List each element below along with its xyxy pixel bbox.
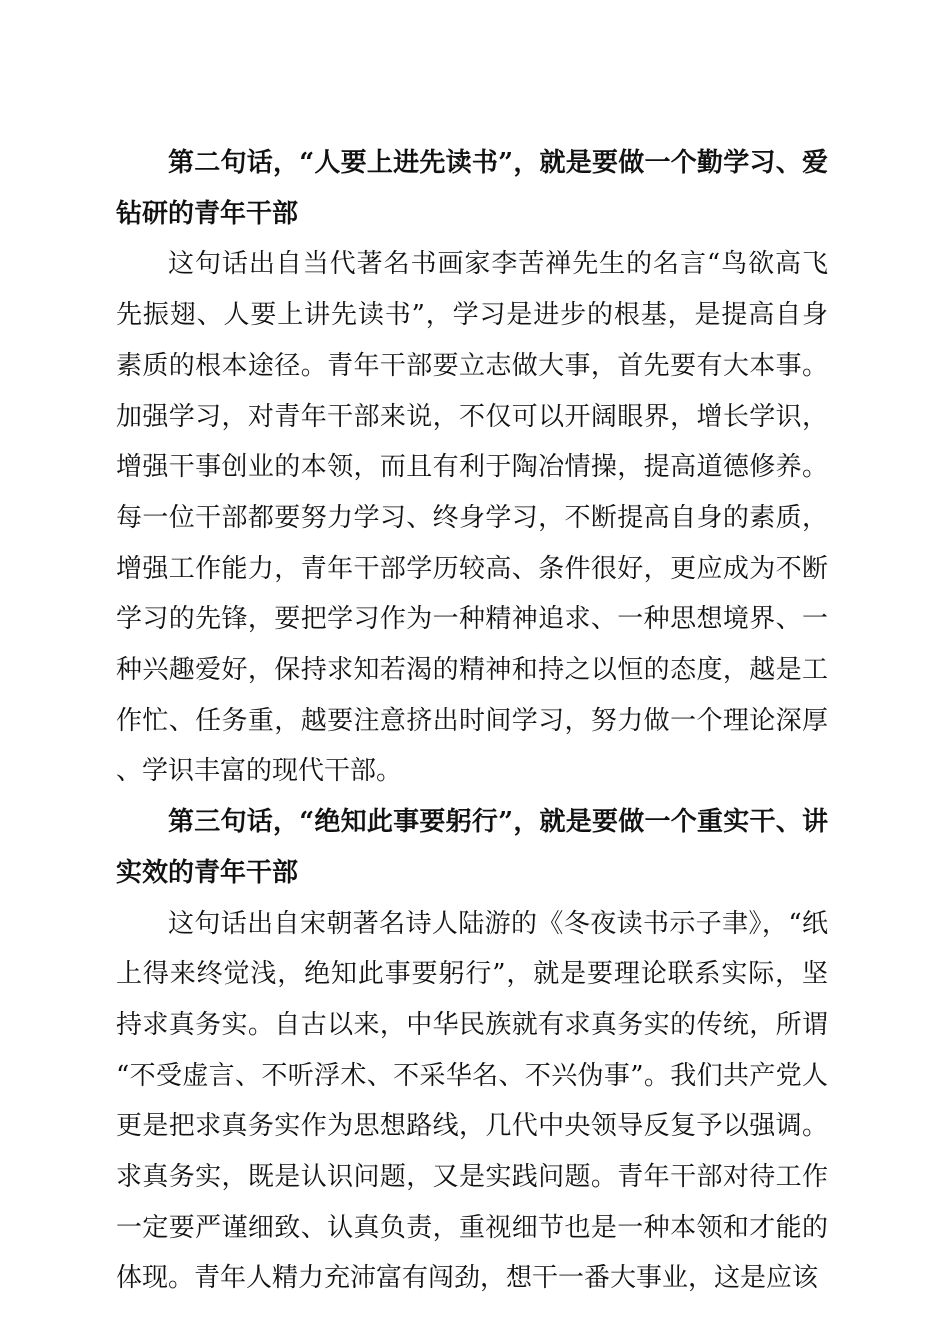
- body-paragraph-1: 这句话出自当代著名书画家李苦禅先生的名言“鸟欲高飞先振翅、人要上讲先读书”，学习是进步的根基，是提高自身素质的根本途径。青年干部要立志做大事，首先要有大本事。加强学习，对青年干部来说，不仅可以开阔眼界，增长学识，增强干事创业的本领，而且有利于陶冶情操，提高道德修养。每一位干部都要努力学习、终身学习，不断提高自身的素质，增强工作能力，青年干部学历较高、条件很好，更应成为不断学习的先锋，要把学习作为一种精神追求、一种思想境界、一种兴趣爱好，保持求知若渴的精神和持之以恒的态度，越是工作忙、任务重，越要注意挤出时间学习，努力做一个理论深厚、学识丰富的现代干部。: [116, 249, 828, 787]
- section-heading-2: 第二句话，“人要上进先读书”，就是要做一个勤学习、爱钻研的青年干部: [116, 148, 828, 229]
- body-paragraph-2: 这句话出自宋朝著名诗人陆游的《冬夜读书示子聿》，“纸上得来终觉浅，绝知此事要躬行”，就是要理论联系实际，坚持求真务实。自古以来，中华民族就有求真务实的传统，所谓“不受虚言、不听浮术、不采华名、不兴伪事”。我们共产党人更是把求真务实作为思想路线，几代中央领导反复予以强调。求真务实，既是认识问题，又是实践问题。青年干部对待工作一定要严谨细致、认真负责，重视细节也是一种本领和才能的体现。青年人精力充沛富有闯劲，想干一番大事业，这是应该: [116, 908, 828, 1294]
- document-body: [116, 138, 828, 1304]
- section-heading-3: 第三句话，“绝知此事要躬行”，就是要做一个重实干、讲实效的青年干部: [116, 807, 828, 888]
